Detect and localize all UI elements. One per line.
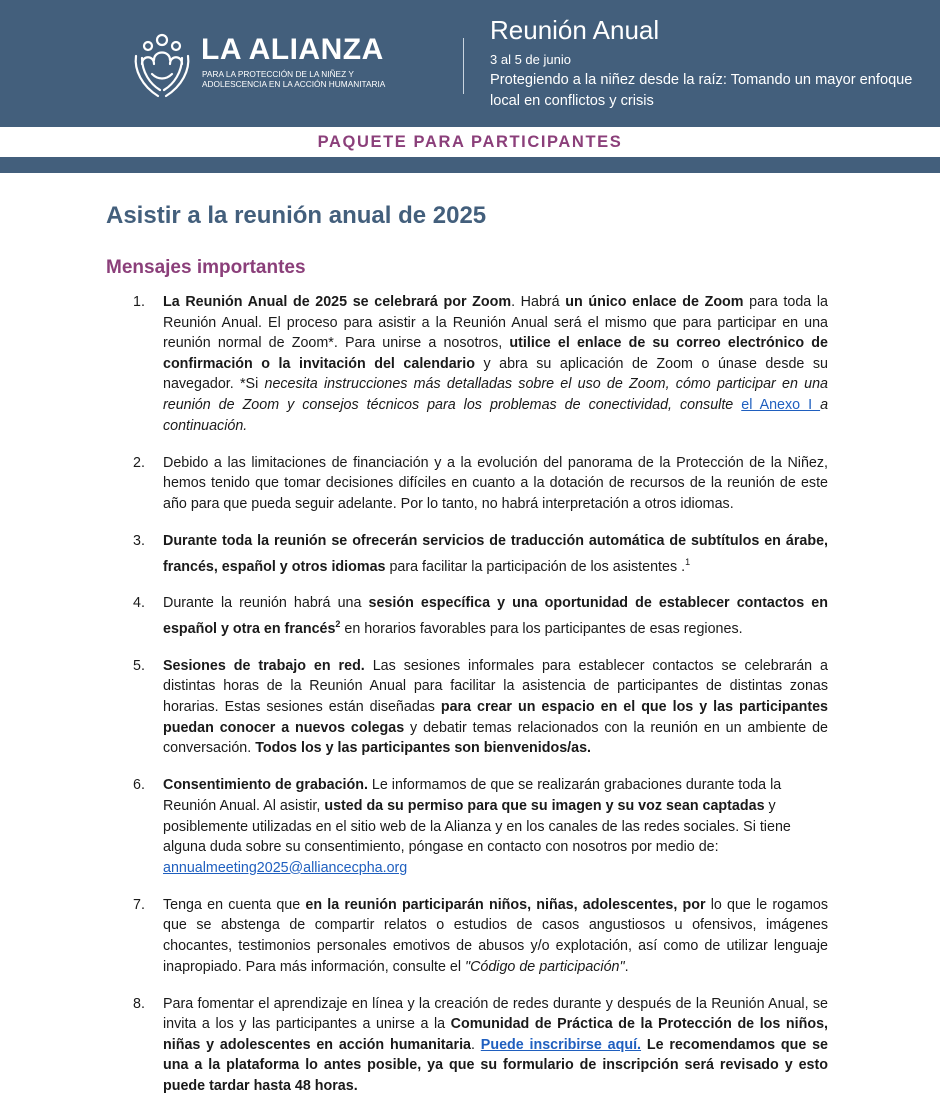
meeting-dates: 3 al 5 de junio xyxy=(490,52,571,67)
meeting-theme: Protegiendo a la niñez desde la raíz: Tomando un mayor enfoque local en conflictos y crisis xyxy=(490,72,913,109)
item-text: en horarios favorables para los participantes de esas regiones. xyxy=(340,620,743,637)
item-text: . xyxy=(624,958,629,975)
item-text: Consentimiento de grabación. xyxy=(163,777,368,794)
email-link[interactable]: annualmeeting2025@alliancecpha.org xyxy=(163,859,408,876)
item-number: 5. xyxy=(133,657,145,674)
logo-subtitle-line-2: ADOLESCENCIA EN LA ACCIÓN HUMANITARIA xyxy=(202,79,386,89)
item-number: 3. xyxy=(133,532,145,549)
package-bar xyxy=(0,127,940,157)
item-text: Le informamos de que se realizarán grabaciones durante toda la Reunión Anual. Al asistir, xyxy=(163,777,782,814)
item-number: 4. xyxy=(133,595,145,612)
item-number: 8. xyxy=(133,995,145,1012)
item-text: Tenga en cuenta que xyxy=(163,896,306,913)
page-title: Asistir a la reunión anual de 2025 xyxy=(106,202,487,229)
list-item-5 xyxy=(133,656,828,759)
item-text: necesita instrucciones más detalladas sobre el uso de Zoom, cómo participar en una reunión de Zoom y consejos técnicos para los problemas de conectividad, consulte xyxy=(163,376,828,413)
item-number: 6. xyxy=(133,777,145,794)
logo-name: LA ALIANZA xyxy=(201,33,384,66)
list-item-6 xyxy=(133,775,828,878)
header-divider xyxy=(463,38,464,94)
item-text: sesión específica y una oportunidad de establecer contactos en español y otra en francés xyxy=(163,595,828,637)
item-text: Todos los y las participantes son bienvenidos/as. xyxy=(255,740,591,757)
annex-link[interactable]: el Anexo I xyxy=(741,396,821,413)
logo-subtitle xyxy=(202,69,402,89)
item-text: . xyxy=(471,1036,481,1053)
list-item-2 xyxy=(133,453,828,515)
item-text: a continuación. xyxy=(163,396,829,434)
item-text: para crear un espacio en el que los y las participantes puedan conocer a nuevos colegas xyxy=(163,699,828,736)
item-text: Durante toda la reunión se ofrecerán servicios de traducción automática de subtítulos en árabe, francés, español y otros idiomas xyxy=(163,532,828,575)
item-text: un único enlace de Zoom xyxy=(565,294,744,310)
item-text: Durante la reunión habrá una xyxy=(163,595,369,612)
item-text: Sesiones de trabajo en red. xyxy=(163,657,365,674)
item-text: lo que le rogamos que se abstenga de compartir relatos o estudios de casos angustiosos u ofensivos, imágenes chocantes, testimonios personales emotivos de abusos y/o explotación, así como de utilizar lenguaje inapropiado. Para más información, consulte el xyxy=(163,896,828,975)
header-banner xyxy=(0,0,940,127)
item-text: en la reunión participarán niños, niñas, adolescentes, por xyxy=(305,896,706,913)
footnote-marker: 1 xyxy=(685,556,691,567)
header-stripe xyxy=(0,157,940,173)
meeting-title: Reunión Anual xyxy=(490,15,660,45)
section-heading: Mensajes importantes xyxy=(106,257,306,278)
alliance-logo-icon xyxy=(128,28,196,100)
logo-subtitle-line-1: PARA LA PROTECCIÓN DE LA NIÑEZ Y xyxy=(202,69,354,79)
list-item-7 xyxy=(133,895,828,977)
item-text: Comunidad de Práctica de la Protección de los niños, niñas y adolescentes en acción humanitaria xyxy=(163,1016,829,1053)
item-text: usted da su permiso para que su imagen y su voz sean captadas xyxy=(324,797,765,814)
messages-list xyxy=(133,292,828,1113)
item-number: 1. xyxy=(133,294,145,310)
item-text: para facilitar la participación de los asistentes . xyxy=(385,558,686,575)
item-text: para toda la Reunión Anual. El proceso para asistir a la Reunión Anual será el mismo que para participar en una reunión normal de Zoom*. Para unirse a nosotros, xyxy=(163,294,828,352)
item-text: y debatir temas relacionados con la reunión en un ambiente de conversación. xyxy=(163,719,829,757)
item-number: 2. xyxy=(133,454,145,471)
package-label: PAQUETE PARA PARTICIPANTES xyxy=(317,133,623,151)
item-text: Las sesiones informales para establecer contactos se celebrarán a distintas horas de la Reunión Anual para facilitar la asistencia de participantes de distintas zonas horarias. Estas sesiones están diseñadas xyxy=(163,657,828,716)
item-text: y posiblemente utilizadas en el sitio web de la Alianza y en los canales de las redes sociales. Si tiene alguna duda sobre su consentimiento, póngase en contacto con nosotros por medio de: xyxy=(163,797,791,856)
item-text: La Reunión Anual de 2025 se celebrará por Zoom xyxy=(163,294,512,310)
item-text: Le recomendamos que se una a la plataforma lo antes posible, ya que su formulario de inscripción será revisado y esto puede tardar hasta 48 horas. xyxy=(163,1036,828,1095)
item-number: 7. xyxy=(133,896,145,913)
register-link[interactable]: Puede inscribirse aquí. xyxy=(480,1036,642,1053)
list-item-4 xyxy=(133,593,828,639)
item-text: Debido a las limitaciones de financiación y a la evolución del panorama de la Protección de la Niñez, hemos tenido que tomar decisiones difíciles en cuanto a la dotación de recursos de la reunión de este año para que pueda seguir adelante. Por lo tanto, no habrá interpretación a otros idiomas. xyxy=(163,454,828,512)
item-text: . Habrá xyxy=(511,294,566,310)
item-text: "Código de participación" xyxy=(465,958,625,975)
list-item-8 xyxy=(133,994,828,1097)
list-item-1 xyxy=(133,292,828,436)
list-item-3 xyxy=(133,531,828,577)
item-text: y abra su aplicación de Zoom o únase desde su navegador. *Si xyxy=(163,355,828,393)
item-text: Para fomentar el aprendizaje en línea y la creación de redes durante y después de la Reunión Anual, se invita a los y las participantes a unirse a la xyxy=(163,995,828,1033)
footnote-marker: 2 xyxy=(335,618,341,629)
item-text: utilice el enlace de su correo electrónico de confirmación o la invitación del calendario xyxy=(163,335,828,372)
